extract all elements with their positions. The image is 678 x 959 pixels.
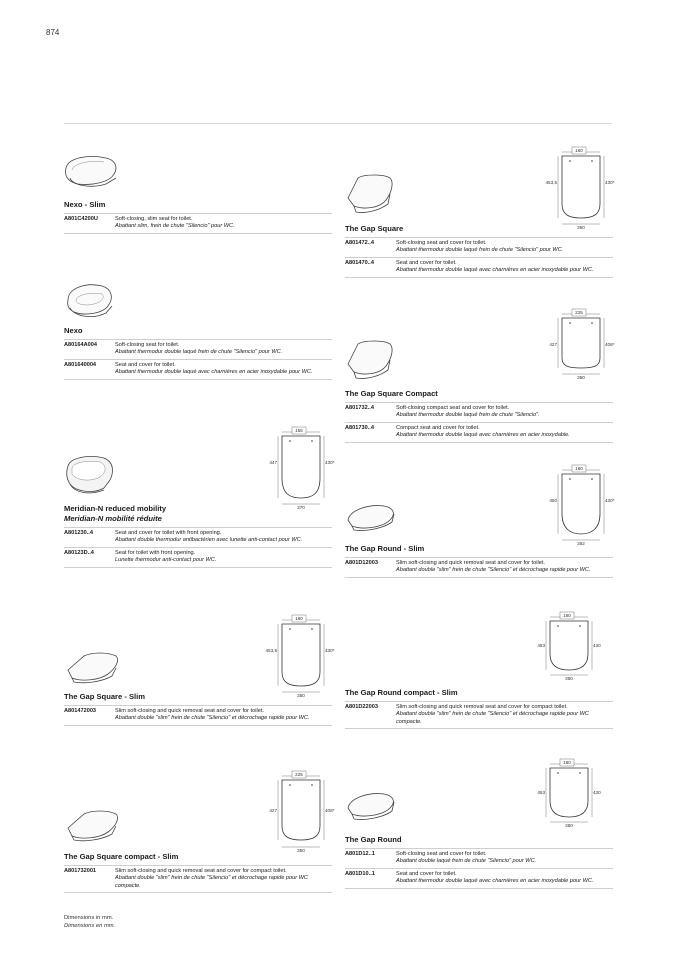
product-code: A80164A004	[64, 342, 97, 348]
product-code: A801C4200U	[64, 216, 98, 222]
footnote	[64, 914, 115, 930]
dim-left: 453,5	[265, 648, 277, 653]
product-code: A801D10..1	[345, 870, 375, 877]
product-row	[64, 548, 332, 568]
product-row	[64, 360, 332, 380]
nexo-seat-image	[64, 280, 116, 322]
dim-right: 430	[593, 643, 601, 648]
meridian-seat-image	[64, 452, 118, 498]
desc-en: Slim soft-closing and quick removal seat and cover for toilet.	[115, 708, 264, 714]
desc-en: Seat and cover for toilet.	[115, 361, 176, 368]
dim-right: 430*	[605, 498, 615, 503]
product-row	[64, 340, 332, 360]
product-rows	[345, 848, 613, 889]
gap-square-slim-dimension-diagram	[265, 612, 335, 698]
desc-en: Soft-closing seat and cover for toilet.	[396, 851, 487, 857]
product-row	[64, 706, 332, 726]
dim-top: 160	[575, 466, 583, 471]
product-rows	[64, 527, 332, 568]
desc-fr: Abattant double thermodur antibactérien avec lunette anti-contact pour WC.	[115, 537, 303, 544]
product-code: A80123D..4	[64, 549, 94, 556]
dim-top: 160	[563, 760, 571, 765]
desc-fr: Abattant double laqué frein de chute "Silencio" pour WC.	[396, 858, 537, 865]
dim-bottom: 370	[297, 505, 305, 510]
product-gap-square-compact-slim	[64, 852, 332, 893]
desc-fr: Abattant slim, frein de chute "Silencio" pour WC.	[115, 223, 235, 230]
page-number: 874	[46, 28, 60, 37]
desc-en: Seat for toilet with front opening.	[115, 549, 196, 556]
product-rows	[345, 701, 613, 729]
product-title: Meridian-N reduced mobility	[64, 504, 167, 513]
product-code: A801472..4	[345, 240, 374, 246]
dim-bottom: 350	[297, 848, 305, 853]
dim-right: 430*	[325, 460, 335, 465]
dim-bottom: 350	[565, 676, 573, 681]
product-code: A801732..4	[345, 405, 374, 411]
product-title: Nexo - Slim	[64, 200, 106, 209]
product-nexo-slim	[64, 200, 332, 234]
product-rows	[345, 237, 613, 278]
product-rows	[64, 213, 332, 234]
dim-bottom: 350	[577, 375, 585, 380]
desc-en: Seat and cover for toilet.	[396, 259, 457, 266]
dim-top: 155	[295, 428, 303, 433]
product-row	[345, 238, 613, 258]
product-code: A801D12003	[345, 560, 378, 566]
desc-fr: Lunette thermodur anti-contact pour WC.	[115, 557, 217, 564]
gap-square-compact-slim-dimension-diagram	[268, 768, 334, 854]
product-code: A801730..4	[345, 424, 374, 431]
gap-round-slim-dimension-diagram	[548, 462, 614, 548]
dim-left: 427	[269, 808, 277, 813]
gap-square-compact-slim-seat-image	[64, 806, 124, 844]
dim-left: 453,5	[545, 180, 557, 185]
gap-square-slim-seat-image	[64, 648, 124, 686]
product-code: A801D12..1	[345, 851, 375, 857]
product-title: The Gap Square compact - Slim	[64, 852, 179, 861]
dim-left: 453	[537, 643, 545, 648]
gap-square-dimension-diagram	[545, 144, 615, 230]
desc-fr: Abattant double "slim" frein de chute "Silencio" et décrochage rapide pour WC compacte.	[115, 875, 308, 889]
desc-en: Soft-closing seat and cover for toilet.	[396, 240, 487, 246]
desc-fr: Abattant thermodur double laqué avec charnières en acier inoxydable pour WC.	[396, 878, 594, 885]
desc-en: Seat and cover for toilet.	[396, 870, 457, 877]
product-title: The Gap Square - Slim	[64, 692, 146, 701]
product-code: A801472003	[64, 708, 97, 714]
product-code: A801732001	[64, 868, 97, 874]
dim-top: 225	[295, 772, 303, 777]
gap-round-dimension-diagram	[536, 757, 602, 829]
desc-en: Slim soft-closing and quick removal seat and cover for compact toilet.	[396, 704, 568, 710]
product-row	[64, 528, 332, 548]
footnote-fr: Dimensions en mm.	[64, 923, 116, 929]
product-row	[345, 869, 613, 889]
product-code: A801640004	[64, 361, 97, 368]
desc-en: Soft-closing seat for toilet.	[115, 342, 180, 348]
product-rows	[64, 339, 332, 380]
desc-en: Compact seat and cover for toilet.	[396, 424, 480, 431]
desc-en: Soft-closing compact seat and cover for toilet.	[396, 405, 510, 411]
product-nexo	[64, 326, 332, 380]
desc-fr: Abattant thermodur double laqué frein de chute "Silencio" pour WC.	[115, 349, 283, 356]
product-rows	[64, 705, 332, 726]
product-row	[345, 258, 613, 278]
product-meridian	[64, 504, 332, 568]
desc-fr: Abattant thermodur double laqué avec charnières en acier inoxydable.	[396, 432, 570, 439]
product-row	[345, 702, 613, 729]
dim-left: 427	[549, 342, 557, 347]
desc-fr: Abattant thermodur double laqué frein de chute "Silencio".	[396, 412, 540, 419]
dim-right: 408*	[325, 808, 335, 813]
product-gap-square-slim	[64, 692, 332, 726]
dim-right: 430*	[605, 180, 615, 185]
desc-fr: Abattant thermodur double laqué frein de chute "Silencio" pour WC.	[396, 247, 564, 254]
desc-en: Slim soft-closing and quick removal seat and cover for compact toilet.	[115, 868, 287, 874]
dim-bottom: 350	[297, 693, 305, 698]
product-row	[64, 214, 332, 234]
product-row	[345, 558, 613, 578]
product-title: Nexo	[64, 326, 83, 335]
product-row	[345, 403, 613, 423]
product-rows	[345, 402, 613, 443]
dim-bottom: 360	[565, 823, 573, 828]
product-subtitle: Meridian-N mobilité réduite	[64, 514, 162, 523]
gap-square-compact-seat-image	[344, 338, 396, 384]
gap-round-seat-image	[344, 788, 400, 824]
dim-right: 430	[593, 790, 601, 795]
product-gap-round	[345, 835, 613, 889]
meridian-dimension-diagram	[268, 424, 334, 510]
product-row	[345, 849, 613, 869]
product-rows	[64, 865, 332, 893]
desc-fr: Abattant double "slim" frein de chute "Silencio" et décrochage rapide pour WC.	[396, 567, 591, 574]
desc-en: Seat and cover for toilet with front opening.	[115, 530, 222, 536]
gap-round-slim-seat-image	[344, 500, 400, 534]
dim-left: 450	[549, 498, 557, 503]
product-gap-square	[345, 224, 613, 278]
product-row	[64, 866, 332, 893]
dim-top: 225	[575, 310, 583, 315]
dim-left: 453	[537, 790, 545, 795]
gap-square-compact-dimension-diagram	[548, 306, 614, 392]
dim-right: 430*	[325, 648, 335, 653]
dim-top: 160	[575, 148, 583, 153]
product-rows	[345, 557, 613, 578]
product-title: The Gap Round	[345, 835, 402, 844]
product-title: The Gap Round - Slim	[345, 544, 425, 553]
product-row	[345, 423, 613, 443]
top-divider	[64, 123, 612, 124]
gap-square-seat-image	[344, 172, 396, 218]
dim-top: 160	[563, 613, 571, 618]
desc-en: Soft-closing, slim seat for toilet.	[115, 216, 193, 222]
product-code: A801470..4	[345, 259, 374, 266]
product-code: A801D22003	[345, 704, 378, 710]
product-title: The Gap Round compact - Slim	[345, 688, 458, 697]
desc-fr: Abattant thermodur double laqué avec charnières en acier inoxydable pour WC.	[115, 369, 313, 376]
gap-round-compact-slim-dimension-diagram	[536, 610, 602, 682]
product-gap-square-compact	[345, 389, 613, 443]
product-title: The Gap Square Compact	[345, 389, 438, 398]
desc-fr: Abattant double "slim" frein de chute "Silencio" et décrochage rapide pour WC.	[115, 715, 310, 722]
product-title: The Gap Square	[345, 224, 404, 233]
dim-right: 408*	[605, 342, 615, 347]
nexo-slim-seat-image	[62, 152, 120, 192]
footnote-en: Dimensions in mm.	[64, 915, 114, 921]
product-gap-round-slim	[345, 544, 613, 578]
product-gap-round-compact-slim	[345, 688, 613, 729]
product-code: A801230..4	[64, 530, 93, 536]
desc-fr: Abattant thermodur double laqué avec charnières en acier inoxydable pour WC.	[396, 267, 594, 274]
dim-top: 160	[295, 616, 303, 621]
dim-bottom: 350	[577, 225, 585, 230]
desc-fr: Abattant double "slim" frein de chute "Silencio" et décrochage rapide pour WC compacte.	[396, 711, 589, 725]
desc-en: Slim soft-closing and quick removal seat and cover for toilet.	[396, 560, 545, 566]
dim-bottom: 362	[577, 541, 585, 546]
dim-left: 447	[269, 460, 277, 465]
